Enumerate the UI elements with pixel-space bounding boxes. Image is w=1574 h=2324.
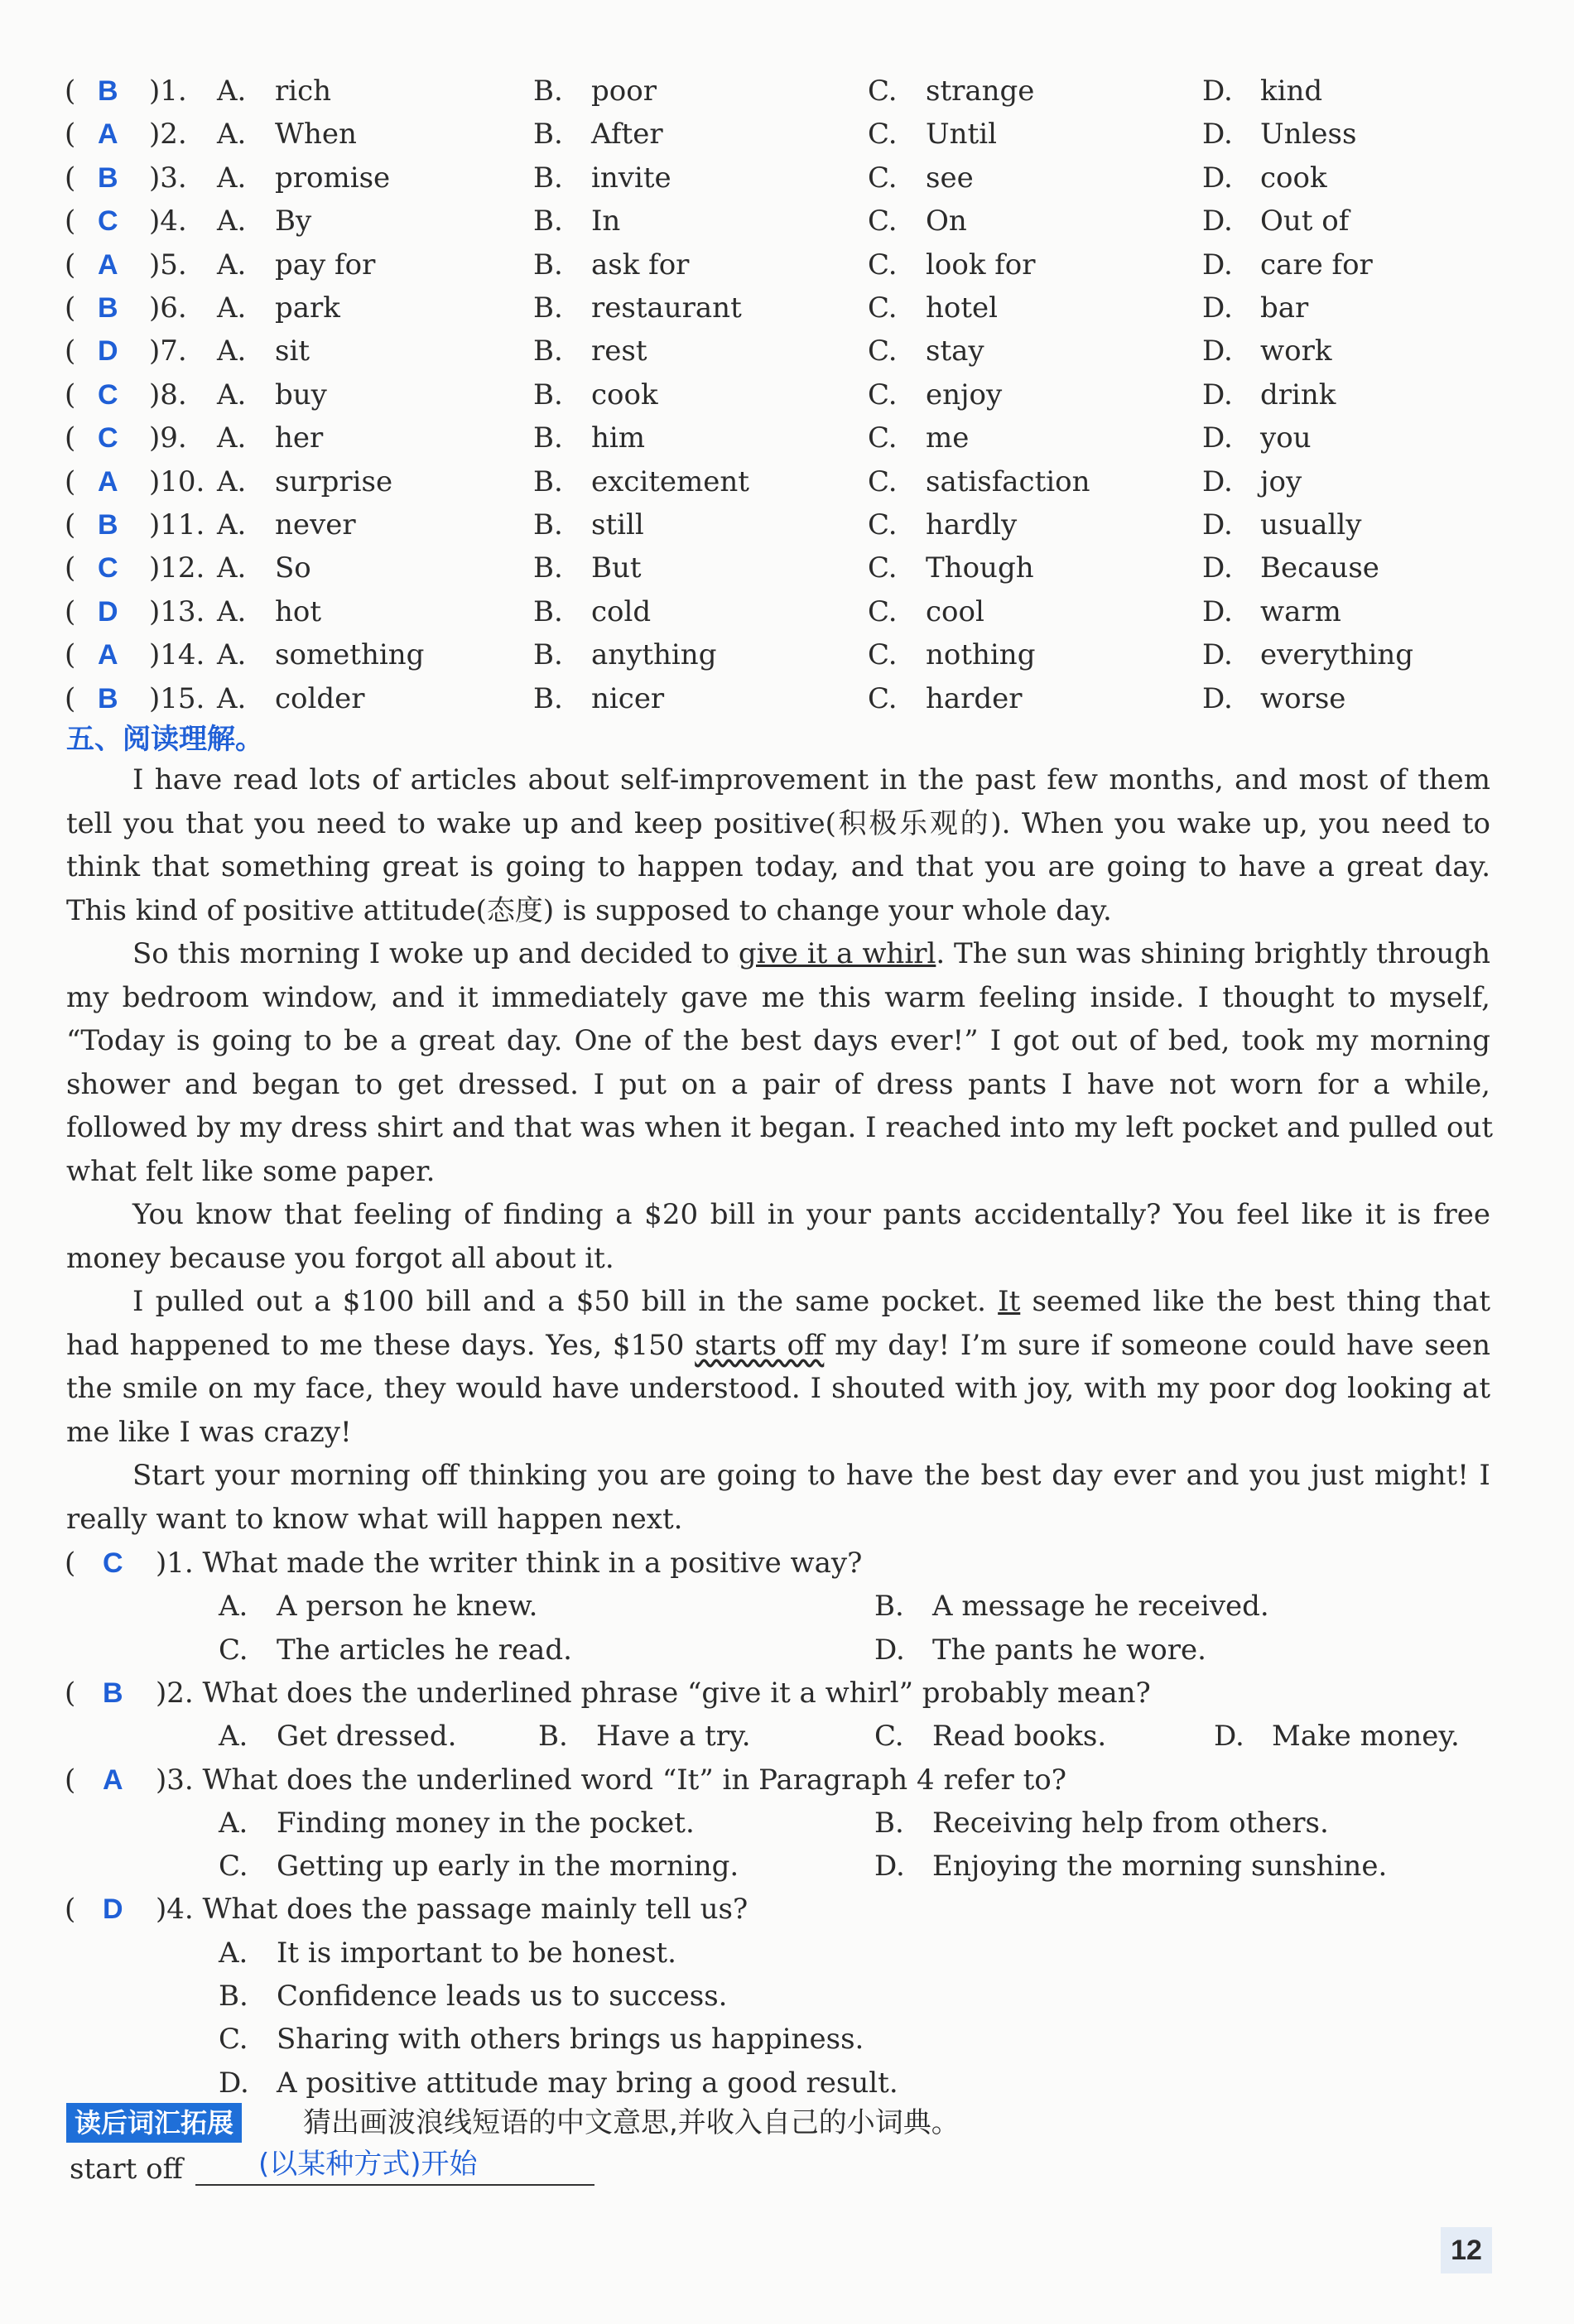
cloze-row <box>0 503 1574 546</box>
option-label-b: B. <box>533 594 563 628</box>
section-title: 五、阅读理解。 <box>66 723 263 756</box>
option-a: Get dressed. <box>277 1720 457 1754</box>
option-label-b: B. <box>874 1806 904 1840</box>
text-line: “Today is going to be a great day. One of the best days ever!” I got out of bed, took my morning <box>66 1024 1490 1057</box>
question-number: )8. <box>149 378 187 411</box>
option-b: rest <box>591 334 647 368</box>
answer-letter[interactable]: D <box>98 335 118 368</box>
option-b: cold <box>591 594 652 628</box>
option-label-c: C. <box>868 464 898 498</box>
option-c: see <box>926 161 974 195</box>
passage-paragraph-4 <box>66 1280 1490 1454</box>
text-line <box>66 1324 1490 1368</box>
option-label-c: C. <box>874 1720 904 1754</box>
option-label-d: D. <box>1202 681 1233 715</box>
option-label-a: A. <box>219 1720 248 1754</box>
option-b: nicer <box>591 681 665 715</box>
option-label-d: D. <box>1202 508 1233 541</box>
option-c: The articles he read. <box>277 1633 572 1667</box>
option-label-b: B. <box>533 551 563 585</box>
option-label-d: D. <box>874 1850 905 1884</box>
option-c: hardly <box>926 508 1018 541</box>
option-a: Finding money in the pocket. <box>277 1806 695 1840</box>
question-number: )12. <box>149 551 205 585</box>
answer-paren: ( <box>65 681 76 715</box>
option-label-b: B. <box>533 508 563 541</box>
option-b: In <box>591 204 621 238</box>
underlined-word: It <box>998 1285 1021 1318</box>
option-label-a: A. <box>217 75 247 108</box>
option-d: Enjoying the morning sunshine. <box>932 1850 1388 1884</box>
option-label-d: D. <box>219 2066 249 2100</box>
answer-letter[interactable]: C <box>98 422 118 455</box>
option-d: drink <box>1260 378 1336 411</box>
text-span: had happened to me these days. Yes, $150 <box>66 1328 696 1362</box>
option-d: kind <box>1260 75 1323 108</box>
option-label-d: D. <box>1202 75 1233 108</box>
option-c: Read books. <box>932 1720 1107 1754</box>
option-label-d: D. <box>874 1633 905 1667</box>
answer-letter[interactable]: B <box>98 75 118 107</box>
answer-paren: ( <box>65 638 76 672</box>
question-number: )1. <box>149 75 187 108</box>
option-label-c: C. <box>219 1850 248 1884</box>
option-b: Receiving help from others. <box>932 1806 1329 1840</box>
text-line: my bedroom window, and it immediately gave me this warm feeling inside. I thought to myself, <box>66 980 1490 1014</box>
cloze-row <box>0 243 1574 286</box>
text-line: me like I was crazy! <box>66 1415 352 1449</box>
option-b: ask for <box>591 248 690 281</box>
option-a: hot <box>275 594 322 628</box>
question-number: )7. <box>149 334 187 368</box>
option-d: everything <box>1260 638 1414 672</box>
text-line: shower and began to get dressed. I put on a pair of dress pants I have not worn for a while, <box>66 1067 1490 1101</box>
option-c: satisfaction <box>926 464 1090 498</box>
option-d: you <box>1260 421 1312 455</box>
option-d: bar <box>1260 291 1309 325</box>
option-label-c: C. <box>868 551 898 585</box>
option-c: strange <box>926 75 1035 108</box>
text-line: money because you forgot all about it. <box>66 1241 614 1275</box>
answer-letter[interactable]: B <box>98 161 118 194</box>
option-label-d: D. <box>1202 421 1233 455</box>
option-d: Out of <box>1260 204 1350 238</box>
cloze-row <box>0 546 1574 589</box>
answer-letter[interactable]: A <box>98 118 118 151</box>
text-span: my day! I’m sure if someone could have seen <box>824 1328 1490 1362</box>
answer-paren: ( <box>65 291 76 325</box>
option-label-c: C. <box>868 75 898 108</box>
option-c: Though <box>926 551 1034 585</box>
option-c: Getting up early in the morning. <box>277 1850 739 1884</box>
answer-paren: ( <box>65 551 76 585</box>
text-span: So this morning I woke up and decided to <box>132 937 739 970</box>
option-b: excitement <box>591 464 749 498</box>
option-c: Until <box>926 118 997 152</box>
option-c: stay <box>926 334 984 368</box>
passage-paragraph-3 <box>66 1193 1490 1280</box>
option-label-b: B. <box>533 464 563 498</box>
option-b: After <box>591 118 663 152</box>
option-label-a: A. <box>217 161 247 195</box>
option-label-b: B. <box>533 681 563 715</box>
text-line: what felt like some paper. <box>66 1154 436 1188</box>
answer-letter[interactable]: B <box>98 292 118 324</box>
vocab-answer: (以某种方式)开始 <box>258 2148 478 2181</box>
option-b: still <box>591 508 644 541</box>
answer-paren: ( <box>65 378 76 411</box>
answer-paren: ( <box>65 1893 76 1927</box>
option-d: Make money. <box>1272 1720 1460 1754</box>
answer-paren: ( <box>65 508 76 541</box>
option-a: When <box>275 118 357 152</box>
answer-paren: ( <box>65 248 76 281</box>
option-label-d: D. <box>1202 551 1233 585</box>
cloze-row <box>0 633 1574 676</box>
option-c: harder <box>926 681 1023 715</box>
question-number: )4. <box>149 204 187 238</box>
answer-paren: ( <box>65 75 76 108</box>
option-label-c: C. <box>219 1633 248 1667</box>
option-b: cook <box>591 378 658 411</box>
option-label-c: C. <box>868 638 898 672</box>
text-line <box>66 932 1490 976</box>
answer-letter[interactable]: C <box>98 378 118 411</box>
passage-paragraph-5 <box>66 1454 1490 1541</box>
option-a: colder <box>275 681 365 715</box>
answer-letter[interactable]: D <box>103 1893 123 1926</box>
option-label-d: D. <box>1202 248 1233 281</box>
option-b: Confidence leads us to success. <box>277 1980 728 2013</box>
cloze-row <box>0 373 1574 416</box>
answer-paren: ( <box>65 118 76 152</box>
text-line: You know that feeling of finding a $20 bill in your pants accidentally? You feel like it is free <box>132 1198 1490 1231</box>
option-b: A message he received. <box>932 1590 1269 1624</box>
option-d: cook <box>1260 161 1327 195</box>
text-line: think that something great is going to happen today, and that you are going to have a great day. <box>66 850 1490 883</box>
text-line: Start your morning off thinking you are going to have the best day ever and you just might! I <box>132 1459 1490 1492</box>
answer-paren: ( <box>65 594 76 628</box>
answer-paren: ( <box>65 464 76 498</box>
answer-paren: ( <box>65 204 76 238</box>
option-label-b: B. <box>533 291 563 325</box>
question-number: )3. <box>149 161 187 195</box>
option-label-c: C. <box>868 681 898 715</box>
option-label-a: A. <box>217 334 247 368</box>
option-label-c: C. <box>868 421 898 455</box>
option-label-a: A. <box>217 551 247 585</box>
answer-letter[interactable]: A <box>98 639 118 671</box>
option-label-d: D. <box>1202 334 1233 368</box>
question-number: )15. <box>149 681 205 715</box>
option-label-c: C. <box>868 204 898 238</box>
option-d: joy <box>1260 464 1302 498</box>
option-a: sit <box>275 334 310 368</box>
answer-paren: ( <box>65 161 76 195</box>
option-label-a: A. <box>217 421 247 455</box>
cloze-row <box>0 70 1574 113</box>
option-a: rich <box>275 75 332 108</box>
cloze-row <box>0 156 1574 200</box>
text-span: I pulled out a $100 bill and a $50 bill in the same pocket. <box>132 1285 999 1318</box>
question-number: )2. <box>149 118 187 152</box>
option-a: her <box>275 421 324 455</box>
vocab-phrase: start off <box>70 2153 183 2186</box>
question-number: )9. <box>149 421 187 455</box>
option-a: buy <box>275 378 327 411</box>
option-a: park <box>275 291 340 325</box>
question-stem: )1. What made the writer think in a positive way? <box>156 1547 863 1580</box>
question-stem: )3. What does the underlined word “It” in Paragraph 4 refer to? <box>156 1763 1066 1797</box>
option-label-d: D. <box>1202 204 1233 238</box>
option-label-c: C. <box>868 508 898 541</box>
option-label-b: B. <box>219 1980 248 2013</box>
text-line: followed by my dress shirt and that was when it began. I reached into my left pocket and pulled out <box>66 1111 1494 1144</box>
answer-letter[interactable]: B <box>103 1677 123 1709</box>
option-label-d: D. <box>1202 464 1233 498</box>
option-b: But <box>591 551 642 585</box>
option-b: restaurant <box>591 291 742 325</box>
option-label-a: A. <box>217 204 247 238</box>
page-number: 12 <box>1441 2227 1492 2273</box>
question-number: )5. <box>149 248 187 281</box>
answer-letter[interactable]: B <box>98 682 118 715</box>
option-a: pay for <box>275 248 376 281</box>
option-label-a: A. <box>217 291 247 325</box>
passage-paragraph-1 <box>66 758 1490 932</box>
option-b: invite <box>591 161 671 195</box>
option-label-d: D. <box>1202 161 1233 195</box>
option-label-a: A. <box>219 1806 248 1840</box>
option-d: worse <box>1260 681 1346 715</box>
cloze-row <box>0 286 1574 330</box>
answer-paren: ( <box>65 1676 76 1710</box>
cloze-row <box>0 200 1574 243</box>
option-label-d: D. <box>1202 594 1233 628</box>
option-label-a: A. <box>217 508 247 541</box>
option-b: Have a try. <box>596 1720 751 1754</box>
option-c: nothing <box>926 638 1036 672</box>
text-line <box>66 1280 1490 1324</box>
answer-letter[interactable]: B <box>98 509 118 541</box>
option-label-d: D. <box>1202 291 1233 325</box>
option-label-b: B. <box>538 1720 568 1754</box>
wavy-underlined-phrase: starts off <box>695 1328 825 1362</box>
option-a: It is important to be honest. <box>277 1936 676 1970</box>
option-label-a: A. <box>219 1590 248 1624</box>
question-stem: )4. What does the passage mainly tell us? <box>156 1893 748 1927</box>
answer-letter[interactable]: D <box>98 595 118 628</box>
option-label-d: D. <box>1214 1720 1244 1754</box>
option-label-c: C. <box>868 248 898 281</box>
option-label-c: C. <box>868 161 898 195</box>
option-d: Unless <box>1260 118 1357 152</box>
cloze-row <box>0 416 1574 460</box>
vocab-expansion-label: 读后词汇拓展 <box>66 2103 242 2143</box>
answer-letter[interactable]: C <box>103 1547 123 1579</box>
option-label-a: A. <box>217 464 247 498</box>
option-a: surprise <box>275 464 393 498</box>
option-label-b: B. <box>533 378 563 411</box>
option-label-a: A. <box>217 378 247 411</box>
option-label-a: A. <box>217 638 247 672</box>
option-label-b: B. <box>874 1590 904 1624</box>
cloze-row <box>0 113 1574 156</box>
answer-paren: ( <box>65 1763 76 1797</box>
question-number: )10. <box>149 464 205 498</box>
option-label-d: D. <box>1202 118 1233 152</box>
option-a: something <box>275 638 425 672</box>
option-c: Sharing with others brings us happiness. <box>277 2023 864 2057</box>
option-label-c: C. <box>868 118 898 152</box>
answer-paren: ( <box>65 334 76 368</box>
option-label-b: B. <box>533 248 563 281</box>
option-label-a: A. <box>217 248 247 281</box>
option-c: enjoy <box>926 378 1003 411</box>
vocab-instruction: 猜出画波浪线短语的中文意思,并收入自己的小词典。 <box>303 2106 960 2139</box>
option-d: usually <box>1260 508 1362 541</box>
text-line: I have read lots of articles about self-improvement in the past few months, and most of them <box>132 763 1490 796</box>
underlined-phrase: give it a whirl <box>738 937 936 970</box>
option-d: warm <box>1260 594 1341 628</box>
option-label-c: C. <box>219 2023 248 2057</box>
option-a: By <box>275 204 312 238</box>
option-label-b: B. <box>533 421 563 455</box>
option-a: never <box>275 508 356 541</box>
option-label-a: A. <box>217 594 247 628</box>
text-line: really want to know what will happen next. <box>66 1502 683 1536</box>
question-number: )6. <box>149 291 187 325</box>
option-label-b: B. <box>533 75 563 108</box>
option-label-c: C. <box>868 378 898 411</box>
option-a: A person he knew. <box>277 1590 538 1624</box>
option-label-c: C. <box>868 594 898 628</box>
answer-paren: ( <box>65 421 76 455</box>
option-b: poor <box>591 75 657 108</box>
question-number: )11. <box>149 508 205 541</box>
answer-letter[interactable]: A <box>103 1763 123 1796</box>
text-line: tell you that you need to wake up and keep positive(积极乐观的). When you wake up, you need to <box>66 806 1490 840</box>
option-c: look for <box>926 248 1036 281</box>
option-c: On <box>926 204 967 238</box>
option-a: So <box>275 551 311 585</box>
option-label-b: B. <box>533 204 563 238</box>
passage-paragraph-2 <box>66 932 1494 1193</box>
answer-letter[interactable]: A <box>98 248 118 281</box>
option-d: A positive attitude may bring a good result. <box>277 2066 898 2100</box>
text-line: the smile on my face, they would have understood. I shouted with joy, with my poor dog looking at <box>66 1372 1490 1405</box>
option-b: him <box>591 421 646 455</box>
option-label-b: B. <box>533 334 563 368</box>
cloze-row <box>0 330 1574 373</box>
answer-paren: ( <box>65 1547 76 1580</box>
text-span: seemed like the best thing that <box>1020 1285 1490 1318</box>
cloze-row <box>0 460 1574 503</box>
option-c: me <box>926 421 970 455</box>
question-number: )13. <box>149 594 205 628</box>
text-span: . The sun was shining brightly through <box>936 937 1491 970</box>
text-line: This kind of positive attitude(态度) is supposed to change your whole day. <box>66 893 1112 927</box>
option-label-d: D. <box>1202 638 1233 672</box>
answer-letter[interactable]: C <box>98 552 118 585</box>
option-label-d: D. <box>1202 378 1233 411</box>
option-label-a: A. <box>217 681 247 715</box>
cloze-row <box>0 590 1574 633</box>
cloze-row <box>0 677 1574 720</box>
option-d: The pants he wore. <box>932 1633 1206 1667</box>
option-label-b: B. <box>533 638 563 672</box>
question-stem: )2. What does the underlined phrase “give it a whirl” probably mean? <box>156 1676 1151 1710</box>
option-c: cool <box>926 594 984 628</box>
option-c: hotel <box>926 291 999 325</box>
option-d: work <box>1260 334 1332 368</box>
option-d: Because <box>1260 551 1379 585</box>
option-label-c: C. <box>868 291 898 325</box>
option-label-b: B. <box>533 161 563 195</box>
question-number: )14. <box>149 638 205 672</box>
answer-letter[interactable]: C <box>98 205 118 238</box>
option-label-a: A. <box>217 118 247 152</box>
option-label-a: A. <box>219 1936 248 1970</box>
option-label-b: B. <box>533 118 563 152</box>
option-label-c: C. <box>868 334 898 368</box>
option-b: anything <box>591 638 717 672</box>
option-d: care for <box>1260 248 1373 281</box>
option-a: promise <box>275 161 391 195</box>
answer-letter[interactable]: A <box>98 465 118 498</box>
